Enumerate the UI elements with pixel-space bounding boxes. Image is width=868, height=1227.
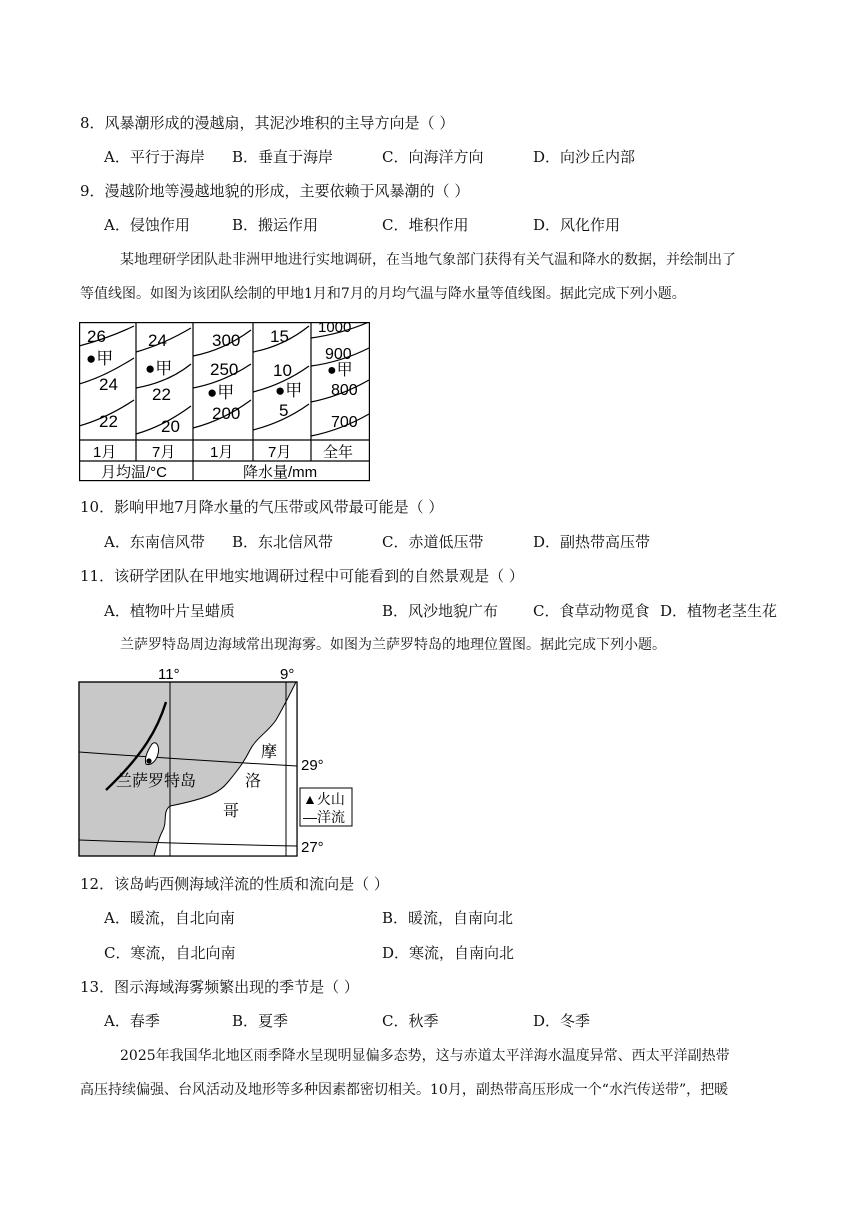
- p5-value-1: 1000: [318, 322, 352, 336]
- island-label: 兰萨罗特岛: [116, 773, 197, 790]
- q9-option-c: C．堆积作用: [382, 216, 469, 234]
- intro-1-line-1: 某地理研学团队赴非洲甲地进行实地调研，在当地气象部门获得有关气温和降水的数据，并绘制出了: [120, 252, 736, 268]
- lat-top-label: 29°: [301, 757, 324, 774]
- p2-label: 7月: [152, 444, 176, 461]
- q12-option-a: A．暖流，自北向南: [104, 909, 235, 927]
- p2-point: ●甲: [145, 359, 173, 378]
- q10-option-b: B．东北信风带: [232, 533, 334, 551]
- question-11-stem: 11．该研学团队在甲地实地调研过程中可能看到的自然景观是（ ）: [80, 567, 524, 585]
- isoline-figure: [79, 322, 370, 482]
- q8-option-d: D．向沙丘内部: [533, 148, 636, 166]
- p1-value-3: 22: [99, 412, 118, 431]
- question-8-stem: 8．风暴潮形成的漫越扇，其泥沙堆积的主导方向是（ ）: [80, 114, 455, 132]
- q9-option-b: B．搬运作用: [232, 216, 319, 234]
- country-char-3: 哥: [223, 803, 240, 820]
- map-figure: [78, 666, 360, 860]
- p5-label: 全年: [323, 444, 354, 461]
- q12-option-d: D．寒流，自南向北: [382, 944, 515, 962]
- q9-option-a: A．侵蚀作用: [104, 216, 190, 234]
- p1-value-2: 24: [99, 375, 118, 394]
- question-13-stem: 13．图示海域海雾频繁出现的季节是（ ）: [80, 978, 359, 996]
- q10-option-a: A．东南信风带: [104, 533, 205, 551]
- q11-option-a: A．植物叶片呈蜡质: [104, 602, 235, 620]
- legend-volcano: ▲火山: [303, 791, 345, 807]
- p4-value-1: 15: [270, 327, 289, 346]
- footer-precip: 降水量/mm: [243, 464, 318, 481]
- p4-value-3: 5: [279, 401, 289, 420]
- p5-value-2: 900: [325, 346, 352, 363]
- q8-option-a: A．平行于海岸: [104, 148, 205, 166]
- question-12-stem: 12．该岛屿西侧海域洋流的性质和流向是（ ）: [80, 875, 389, 893]
- q11-option-d: D．植物老茎生花: [660, 602, 778, 620]
- q12-option-b: B．暖流，自南向北: [382, 909, 514, 927]
- country-char-1: 摩: [261, 744, 278, 761]
- q13-option-c: C．秋季: [382, 1012, 439, 1030]
- q9-option-d: D．风化作用: [533, 216, 621, 234]
- q13-option-a: A．春季: [104, 1012, 160, 1030]
- q10-option-d: D．副热带高压带: [533, 533, 651, 551]
- country-char-2: 洛: [245, 773, 262, 790]
- p3-label: 1月: [210, 444, 234, 461]
- q12-option-c: C．寒流，自北向南: [104, 944, 236, 962]
- p3-value-3: 200: [212, 404, 241, 423]
- p1-point: ●甲: [86, 349, 114, 368]
- q13-option-b: B．夏季: [232, 1012, 289, 1030]
- lon-left-label: 11°: [158, 666, 180, 683]
- q10-option-c: C．赤道低压带: [382, 533, 484, 551]
- lat-bottom-label: 27°: [301, 839, 324, 856]
- p3-value-2: 250: [210, 360, 239, 379]
- q11-option-b: B．风沙地貌广布: [382, 602, 499, 620]
- q13-option-d: D．冬季: [533, 1012, 591, 1030]
- p2-value-2: 22: [152, 385, 171, 404]
- q8-option-c: C．向海洋方向: [382, 148, 484, 166]
- p2-value-1: 24: [148, 331, 167, 350]
- p3-point: ●甲: [207, 383, 235, 402]
- p5-point: ●甲: [327, 362, 353, 379]
- p1-value-1: 26: [87, 327, 106, 346]
- p4-value-2: 10: [273, 361, 292, 380]
- p3-value-1: 300: [212, 331, 241, 350]
- intro-3-line-2: 高压持续偏强、台风活动及地形等多种因素都密切相关。10月，副热带高压形成一个“水汽传送带”，把暖: [80, 1082, 729, 1098]
- legend-current: —洋流: [303, 809, 345, 825]
- p2-value-3: 20: [161, 417, 180, 436]
- q8-option-b: B．垂直于海岸: [232, 148, 334, 166]
- intro-3-line-1: 2025年我国华北地区雨季降水呈现明显偏多态势，这与赤道太平洋海水温度异常、西太平洋副热带: [120, 1048, 730, 1064]
- intro-2: 兰萨罗特岛周边海域常出现海雾。如图为兰萨罗特岛的地理位置图。据此完成下列小题。: [120, 637, 666, 653]
- p4-label: 7月: [268, 444, 292, 461]
- lon-right-label: 9°: [280, 666, 295, 683]
- p4-point: ●甲: [275, 381, 303, 400]
- question-10-stem: 10．影响甲地7月降水量的气压带或风带最可能是（ ）: [80, 498, 444, 516]
- footer-temp: 月均温/°C: [101, 464, 167, 481]
- question-9-stem: 9．漫越阶地等漫越地貌的形成，主要依赖于风暴潮的（ ）: [80, 182, 470, 200]
- p5-value-3: 800: [331, 382, 358, 399]
- q11-option-c: C．食草动物觅食: [533, 602, 650, 620]
- p5-value-4: 700: [331, 414, 358, 431]
- p1-label: 1月: [93, 444, 117, 461]
- intro-1-line-2: 等值线图。如图为该团队绘制的甲地1月和7月的月均气温与降水量等值线图。据此完成下列小题。: [80, 286, 686, 302]
